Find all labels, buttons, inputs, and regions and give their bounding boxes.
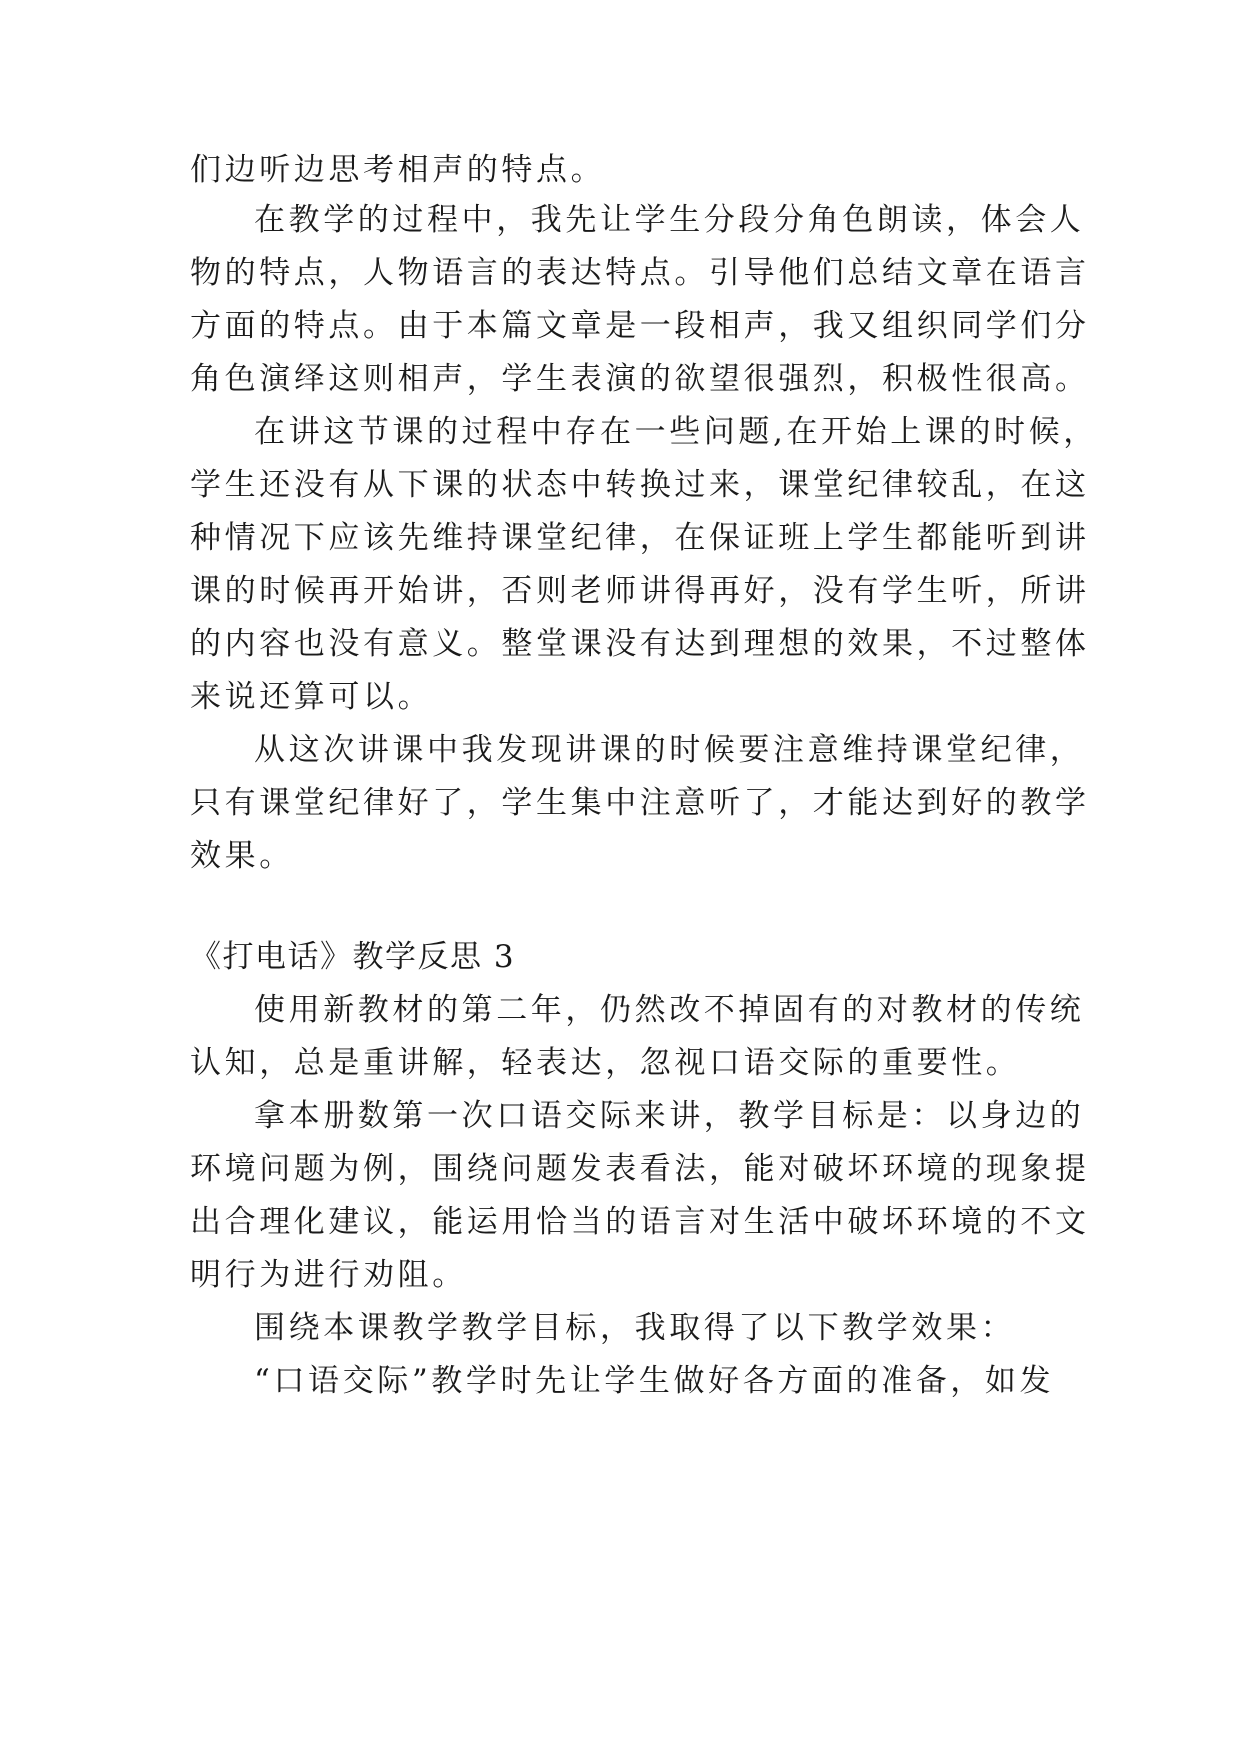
paragraph-first-line: “口语交际”教学时先让学生做好各方面的准备，如发 xyxy=(254,1363,1055,1399)
paragraph-first-line: 从这次讲课中我发现讲课的时候要注意维持课堂纪律， xyxy=(254,732,1085,768)
text-line: 认知，总是重讲解，轻表达，忽视口语交际的重要性。 xyxy=(190,1045,1021,1081)
text-line: 来说还算可以。 xyxy=(190,679,433,715)
text-line: 课的时候再开始讲，否则老师讲得再好，没有学生听，所讲 xyxy=(190,573,1090,609)
paragraph-first-line: 在讲这节课的过程中存在一些问题,在开始上课的时候， xyxy=(254,414,1098,450)
text-line: 们边听边思考相声的特点。 xyxy=(190,152,606,188)
text-line: 只有课堂纪律好了，学生集中注意听了，才能达到好的教学 xyxy=(190,785,1090,821)
text-line: 的内容也没有意义。整堂课没有达到理想的效果，不过整体 xyxy=(190,626,1090,662)
text-line: 明行为进行劝阻。 xyxy=(190,1257,467,1293)
text-line: 物的特点，人物语言的表达特点。引导他们总结文章在语言 xyxy=(190,255,1090,291)
section-heading: 《打电话》教学反思 3 xyxy=(190,939,516,975)
text-line: 学生还没有从下课的状态中转换过来，课堂纪律较乱，在这 xyxy=(190,467,1090,503)
text-line: 环境问题为例，围绕问题发表看法，能对破坏环境的现象提 xyxy=(190,1151,1090,1187)
text-line: 种情况下应该先维持课堂纪律，在保证班上学生都能听到讲 xyxy=(190,520,1090,556)
text-line: 角色演绎这则相声，学生表演的欲望很强烈，积极性很高。 xyxy=(190,361,1090,397)
paragraph-first-line: 围绕本课教学教学目标，我取得了以下教学效果： xyxy=(254,1310,1016,1346)
paragraph-first-line: 使用新教材的第二年，仍然改不掉固有的对教材的传统 xyxy=(254,992,1085,1028)
paragraph-first-line: 拿本册数第一次口语交际来讲，教学目标是：以身边的 xyxy=(254,1098,1085,1134)
text-line: 方面的特点。由于本篇文章是一段相声，我又组织同学们分 xyxy=(190,308,1090,344)
paragraph-first-line: 在教学的过程中，我先让学生分段分角色朗读，体会人 xyxy=(254,202,1085,238)
text-line: 效果。 xyxy=(190,838,294,874)
text-line: 出合理化建议，能运用恰当的语言对生活中破坏环境的不文 xyxy=(190,1204,1090,1240)
